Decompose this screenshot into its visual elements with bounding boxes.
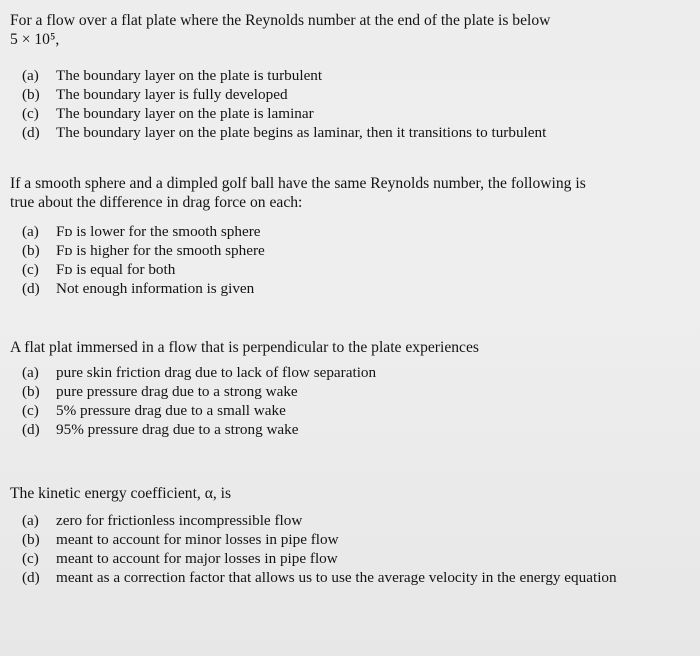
option-letter: (c)	[22, 402, 39, 419]
question-1-options	[22, 66, 690, 142]
option-letter: (d)	[22, 280, 40, 297]
option-text: Fᴅ is higher for the smooth sphere	[56, 242, 265, 259]
option-text: The boundary layer is fully developed	[56, 86, 288, 103]
question-1-stem-line-1: For a flow over a flat plate where the Reynolds number at the end of the plate is below	[10, 12, 551, 29]
option-text: pure pressure drag due to a strong wake	[56, 383, 298, 400]
question-4-option-b	[22, 530, 690, 549]
option-text: pure skin friction drag due to lack of flow separation	[56, 364, 377, 381]
question-3-option-c	[22, 401, 690, 420]
option-letter: (c)	[22, 550, 39, 567]
option-letter: (d)	[22, 569, 40, 586]
question-2-option-c	[22, 260, 690, 279]
question-1	[10, 11, 690, 142]
option-text: meant to account for minor losses in pipe flow	[56, 531, 339, 548]
option-text: Not enough information is given	[56, 280, 255, 297]
question-4	[10, 484, 690, 587]
option-text: 5% pressure drag due to a small wake	[56, 402, 286, 419]
question-3-stem	[10, 338, 690, 357]
question-4-option-d	[22, 568, 690, 587]
question-1-stem-line-2: 5 × 10⁵,	[10, 31, 60, 48]
question-4-option-c	[22, 549, 690, 568]
option-letter: (b)	[22, 383, 40, 400]
option-letter: (a)	[22, 67, 39, 84]
question-4-option-a	[22, 511, 690, 530]
option-text: meant to account for major losses in pipe flow	[56, 550, 338, 567]
question-1-option-a	[22, 66, 690, 85]
question-3-option-d	[22, 420, 690, 439]
question-2-stem	[10, 174, 690, 212]
option-letter: (c)	[22, 105, 39, 122]
option-text: 95% pressure drag due to a strong wake	[56, 421, 299, 438]
option-text: Fᴅ is lower for the smooth sphere	[56, 223, 261, 240]
question-3-stem-line-1: A flat plat immersed in a flow that is perpendicular to the plate experiences	[10, 339, 479, 356]
option-text: zero for frictionless incompressible flow	[56, 512, 303, 529]
option-letter: (b)	[22, 531, 40, 548]
option-letter: (a)	[22, 512, 39, 529]
question-3-options	[22, 363, 690, 439]
question-2	[10, 174, 690, 298]
option-text: The boundary layer on the plate is laminar	[56, 105, 314, 122]
question-3-option-a	[22, 363, 690, 382]
question-4-options	[22, 511, 690, 587]
option-text: meant as a correction factor that allows us to use the average velocity in the energy equation	[56, 569, 617, 586]
question-2-option-a	[22, 222, 690, 241]
option-letter: (c)	[22, 261, 39, 278]
question-4-stem	[10, 484, 690, 503]
option-text: The boundary layer on the plate begins as laminar, then it transitions to turbulent	[56, 124, 547, 141]
option-text: Fᴅ is equal for both	[56, 261, 176, 278]
option-letter: (d)	[22, 124, 40, 141]
question-1-option-d	[22, 123, 690, 142]
question-1-stem	[10, 11, 690, 49]
option-text: The boundary layer on the plate is turbulent	[56, 67, 323, 84]
question-3-option-b	[22, 382, 690, 401]
question-2-option-d	[22, 279, 690, 298]
question-2-options	[22, 222, 690, 298]
option-letter: (d)	[22, 421, 40, 438]
question-2-option-b	[22, 241, 690, 260]
question-2-stem-line-1: If a smooth sphere and a dimpled golf ball have the same Reynolds number, the following is	[10, 175, 586, 192]
option-letter: (b)	[22, 242, 40, 259]
option-letter: (a)	[22, 364, 39, 381]
question-2-stem-line-2: true about the difference in drag force on each:	[10, 194, 303, 211]
option-letter: (b)	[22, 86, 40, 103]
question-1-option-b	[22, 85, 690, 104]
question-4-stem-line-1: The kinetic energy coefficient, α, is	[10, 485, 232, 502]
option-letter: (a)	[22, 223, 39, 240]
question-3	[10, 338, 690, 439]
question-1-option-c	[22, 104, 690, 123]
